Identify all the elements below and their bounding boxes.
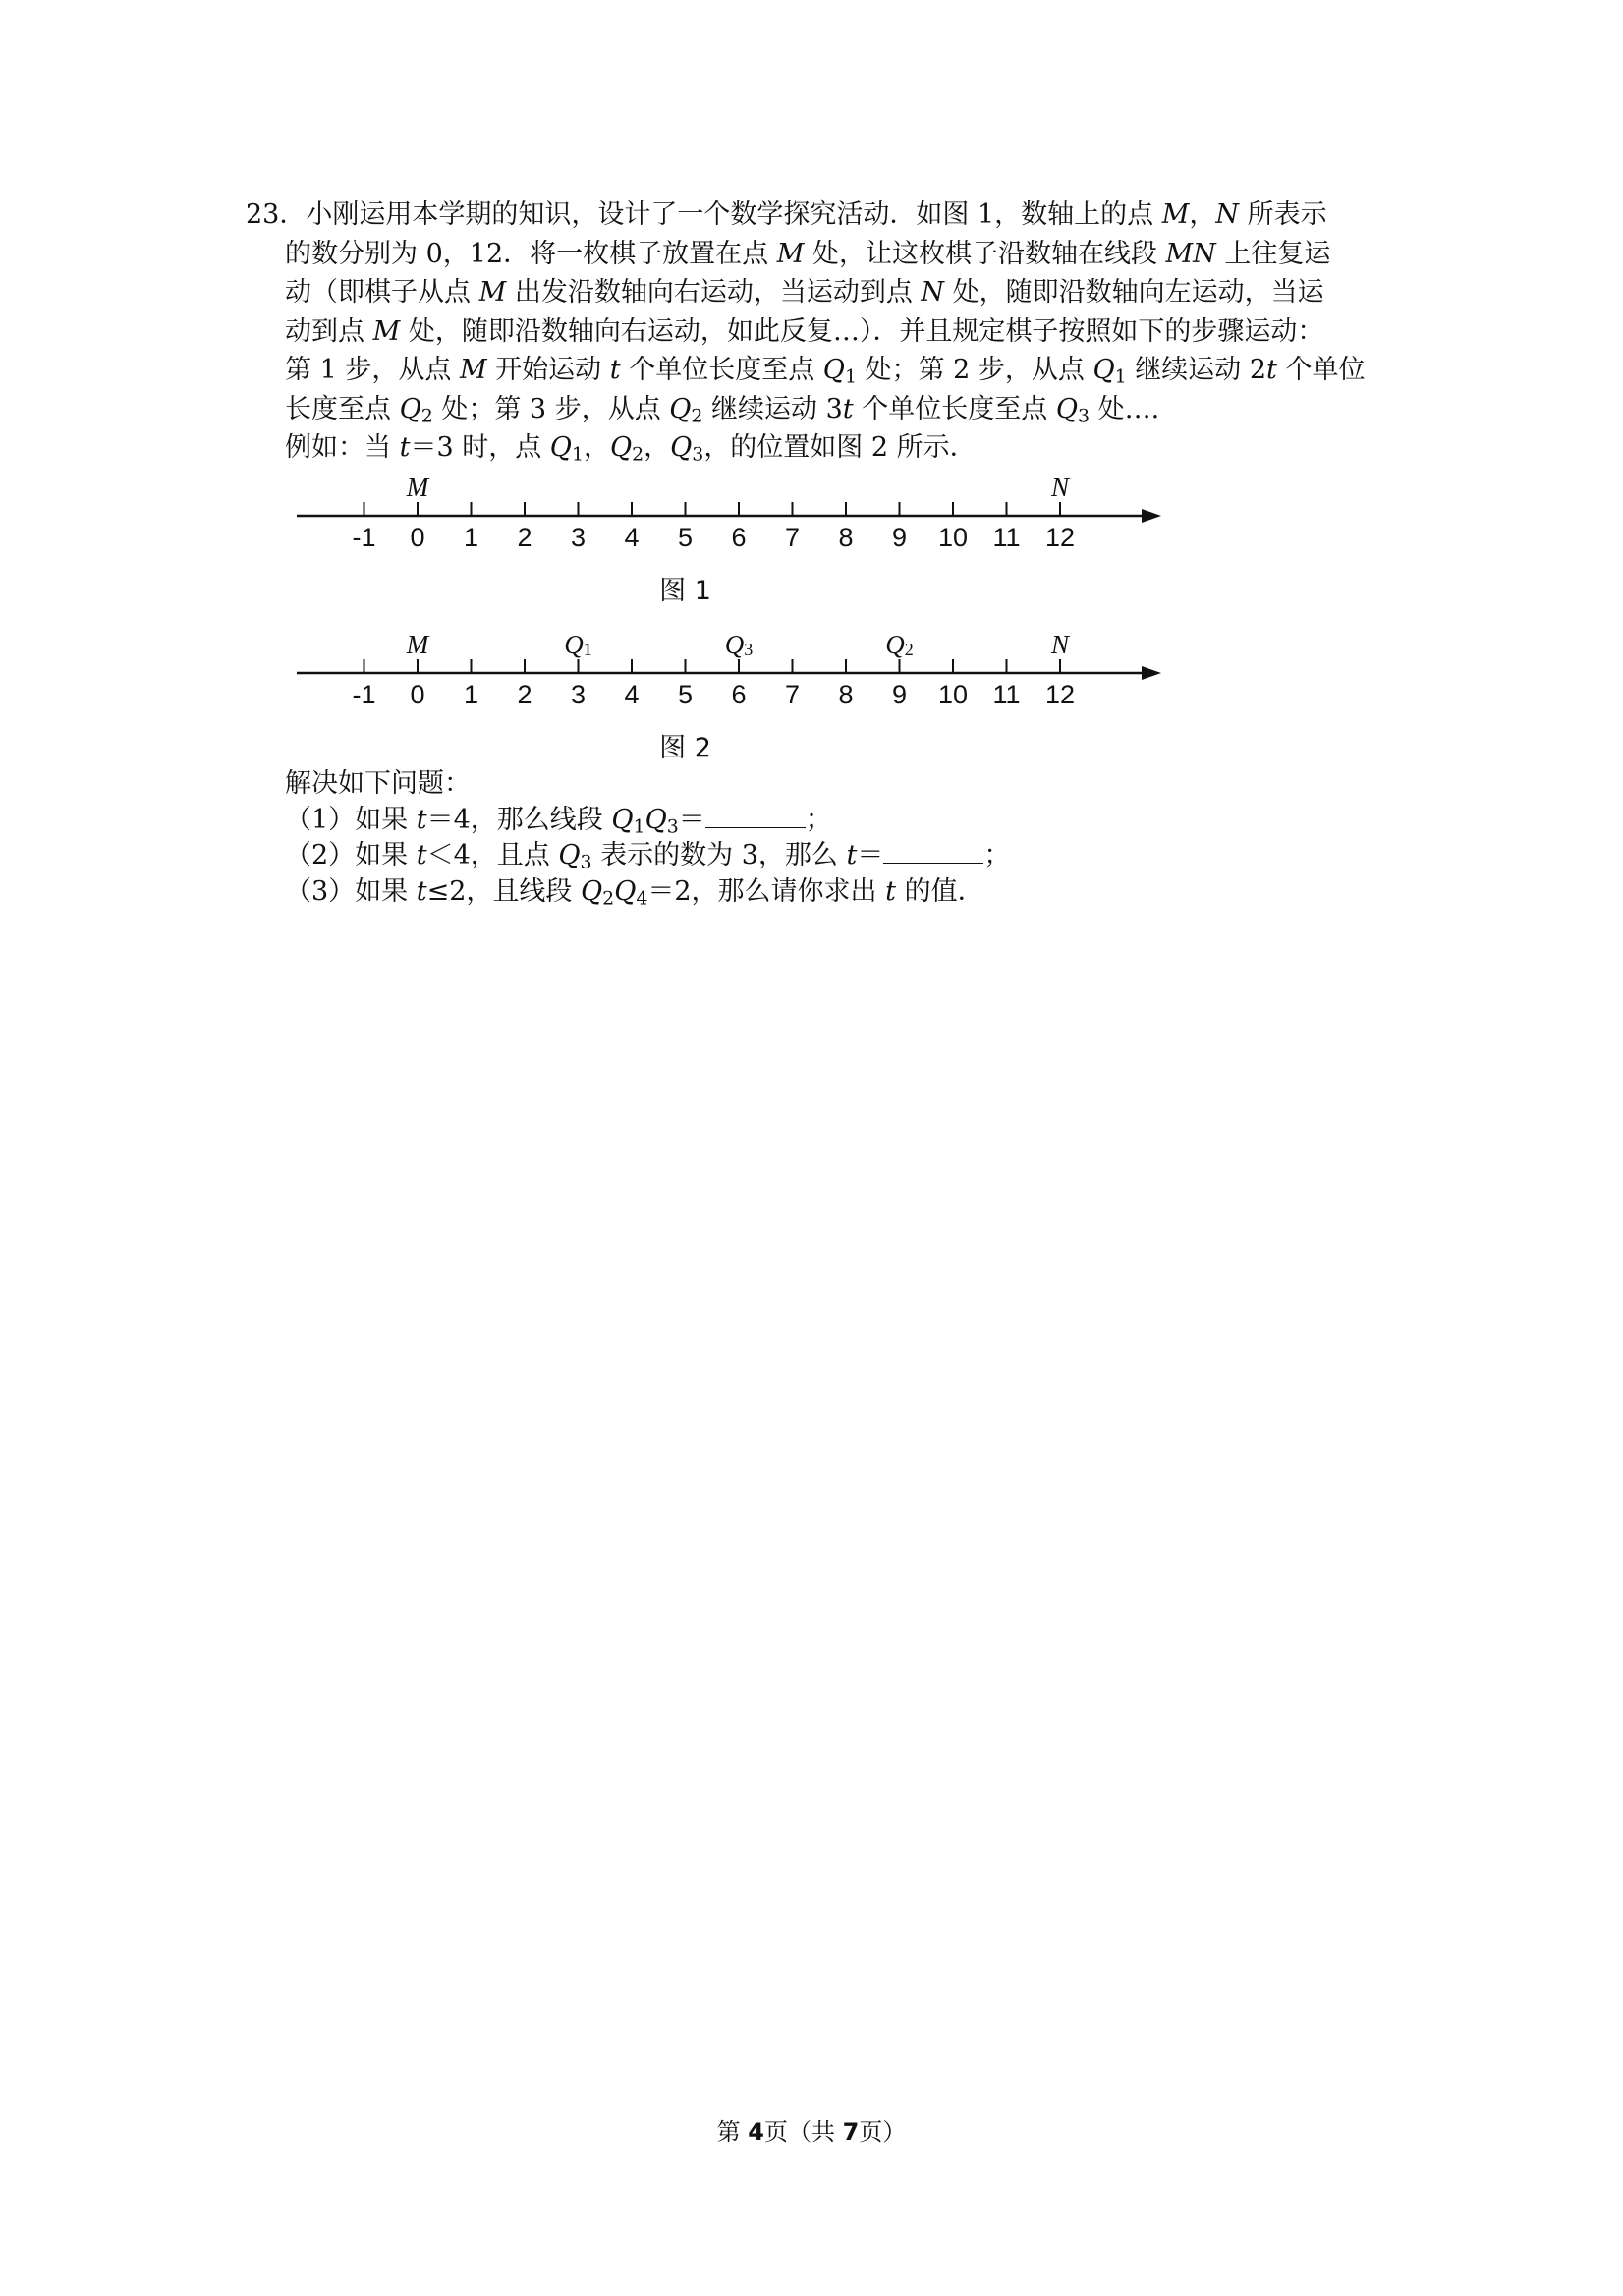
tick-label: 8: [838, 680, 854, 709]
figure-caption: 图 2: [659, 733, 711, 763]
tick-label: 6: [731, 680, 747, 709]
tick-label: 12: [1044, 680, 1076, 709]
tick-label: -1: [352, 680, 376, 709]
point-label: Q2: [885, 630, 914, 659]
tick-label: 0: [410, 680, 425, 709]
tick-label: 10: [937, 680, 969, 709]
problem-1: （1）如果 t＝4，那么线段 $Q_1Q_3=$ ；: [285, 804, 832, 838]
sub-problems: [285, 766, 1010, 910]
tick-label: 11: [992, 523, 1021, 552]
question-23: [246, 196, 1405, 468]
tick-label: -1: [352, 523, 376, 552]
tick-label: 12: [1044, 523, 1076, 552]
answer-blank-1[interactable]: [705, 804, 806, 828]
point-label: M: [406, 473, 429, 502]
point-label: Q1: [564, 630, 592, 659]
page-footer: 第 4页（共 7页）: [716, 2118, 907, 2146]
question-line-6: 长度至点 $Q_2$ 处；第 3 步，从点 $Q_2$ 继续运动 3t 个单位长度至点 $Q_3$ 处….: [285, 393, 1160, 427]
axis-arrow-icon: [1142, 666, 1161, 680]
tick-label: 0: [410, 523, 425, 552]
tick-label: 2: [517, 680, 532, 709]
axis-arrow-icon: [1142, 509, 1161, 523]
figure-1-number-line: [285, 473, 1169, 606]
question-line-3: 动（即棋子从点 M 出发沿数轴向右运动，当运动到点 N 处，随即沿数轴向左运动，当运: [285, 277, 1324, 308]
tick-label: 6: [731, 523, 747, 552]
tick-label: 1: [463, 680, 479, 709]
tick-label: 11: [992, 680, 1021, 709]
tick-label: 10: [937, 523, 969, 552]
question-line-2: 的数分别为 0，12．将一枚棋子放置在点 M 处，让这枚棋子沿数轴在线段 MN 上往复运: [285, 238, 1331, 269]
question-number: 23．: [246, 199, 307, 230]
figure-caption: 图 1: [659, 576, 711, 606]
tick-label: 2: [517, 523, 532, 552]
question-line-1: 23．小刚运用本学期的知识，设计了一个数学探究活动．如图 1，数轴上的点 M，N 所表示: [246, 199, 1327, 230]
tick-label: 9: [891, 680, 908, 709]
question-line-4: 动到点 M 处，随即沿数轴向右运动，如此反复…）．并且规定棋子按照如下的步骤运动：: [285, 315, 1324, 347]
point-label: N: [1050, 630, 1070, 659]
problem-3: （3）如果 t≤2，且线段 $Q_2Q_4=2$，那么请你求出 t 的值．: [285, 875, 984, 910]
question-line-5: 第 1 步，从点 M 开始运动 t 个单位长度至点 $Q_1$ 处；第 2 步，从点 $Q_1$ 继续运动 2t 个单位: [285, 355, 1366, 388]
point-label: Q3: [724, 630, 754, 659]
tick-label: 8: [838, 523, 854, 552]
problems-intro: 解决如下问题：: [285, 768, 471, 799]
tick-label: 3: [570, 523, 587, 552]
point-label: N: [1050, 473, 1070, 502]
figure-2-number-line: [285, 630, 1169, 763]
tick-label: 3: [570, 680, 587, 709]
answer-blank-2[interactable]: [883, 839, 983, 864]
tick-label: 4: [624, 680, 640, 709]
tick-label: 4: [624, 523, 640, 552]
tick-label: 5: [677, 523, 694, 552]
tick-label: 7: [784, 680, 801, 709]
problem-2: （2）如果 t＜4，且点 $Q_3$ 表示的数为 3，那么 t＝ ；: [285, 840, 1011, 873]
tick-label: 5: [677, 680, 694, 709]
tick-label: 1: [463, 523, 479, 552]
tick-label: 7: [784, 523, 801, 552]
tick-label: 9: [891, 523, 908, 552]
question-line-7: 例如：当 t＝3 时，点 $Q_1$，$Q_2$，$Q_3$，的位置如图 2 所示．: [285, 432, 977, 466]
point-label: M: [406, 630, 429, 659]
